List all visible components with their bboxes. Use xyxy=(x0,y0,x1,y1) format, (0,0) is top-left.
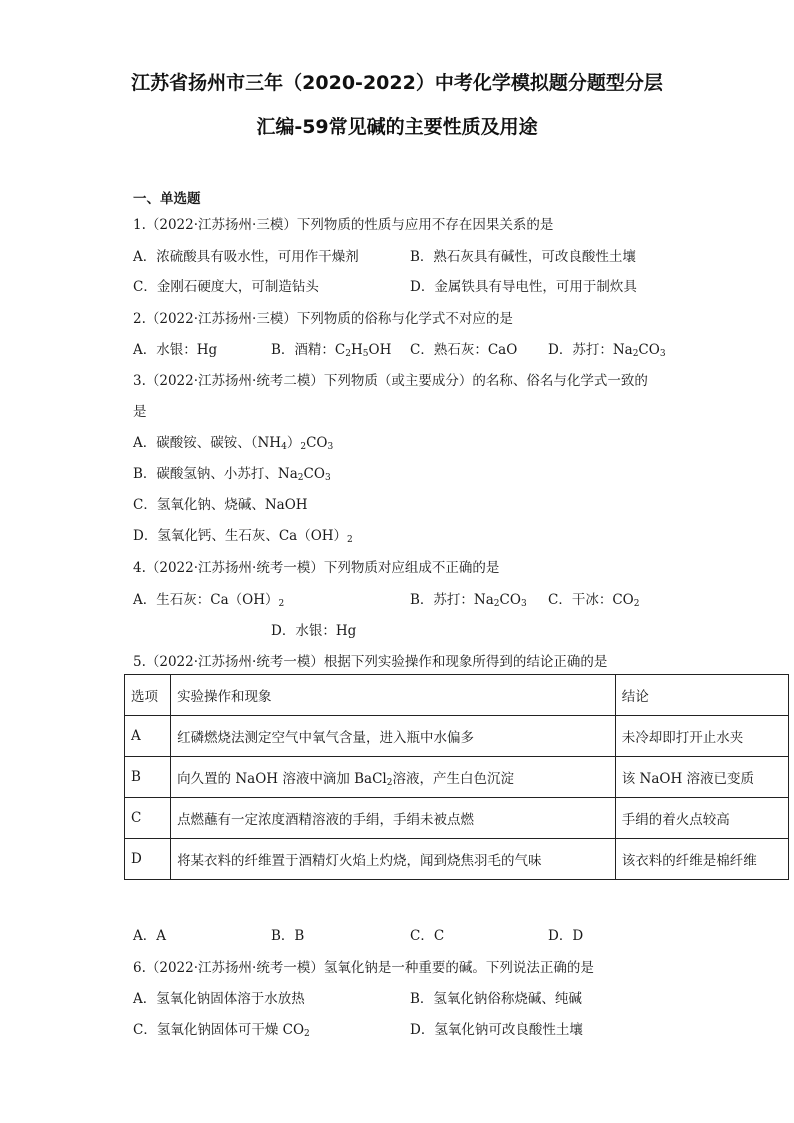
q1-option-b: B．熟石灰具有碱性，可改良酸性土壤 xyxy=(410,249,636,265)
q5-stem: 5.（2022·江苏扬州·统考一模）根据下列实验操作和现象所得到的结论正确的是 xyxy=(133,654,608,670)
q4-option-a: A．生石灰：$Ca(OH)_2$ xyxy=(133,592,285,609)
q4-option-c: C．干冰：$CO_2$ xyxy=(548,592,640,609)
table-cell-option: A xyxy=(125,716,171,757)
q6-option-c: C．氢氧化钠固体可干燥 $CO_2$ xyxy=(133,1022,310,1039)
q2-option-a: A．水银：Hg xyxy=(133,342,218,358)
table-row xyxy=(125,716,789,757)
table-row xyxy=(125,798,789,839)
q6-option-b: B．氢氧化钠俗称烧碱、纯碱 xyxy=(410,991,582,1007)
document-title-line-2: 汇编-59常见碱的主要性质及用途 xyxy=(256,116,538,138)
q5-option-d: D．D xyxy=(548,928,584,944)
table-cell-conclusion: 该 NaOH 溶液已变质 xyxy=(615,757,788,798)
q1-option-d: D．金属铁具有导电性，可用于制炊具 xyxy=(410,279,637,295)
q4-stem: 4.（2022·江苏扬州·统考一模）下列物质对应组成不正确的是 xyxy=(133,560,500,576)
table-header-cell: 实验操作和现象 xyxy=(171,675,616,716)
table-cell-conclusion: 该衣料的纤维是棉纤维 xyxy=(615,839,788,880)
q4-option-b: B．苏打：$Na_2CO_3$ xyxy=(410,592,527,609)
q1-option-c: C．金刚石硬度大，可制造钻头 xyxy=(133,279,319,295)
document-title-line-1: 江苏省扬州市三年（2020-2022）中考化学模拟题分题型分层 xyxy=(131,72,663,94)
q4-option-d: D．水银：Hg xyxy=(271,623,357,639)
table-row xyxy=(125,839,789,880)
table-cell-option: D xyxy=(125,839,171,880)
q3-option-c: C．氢氧化钠、烧碱、NaOH xyxy=(133,497,308,513)
q5-option-c: C．C xyxy=(410,928,445,944)
table-row xyxy=(125,757,789,798)
q2-option-d: D．苏打：$Na_2CO_3$ xyxy=(548,342,666,359)
table-cell-operation: 将某衣料的纤维置于酒精灯火焰上灼烧，闻到烧焦羽毛的气味 xyxy=(171,839,616,880)
q2-option-c: C．熟石灰：CaO xyxy=(410,342,518,358)
q5-option-b: B．B xyxy=(271,928,305,944)
q3-option-d: D．氢氧化钙、生石灰、$Ca(OH)_2$ xyxy=(133,528,353,545)
q2-option-b: B．酒精：$C_2H_5OH$ xyxy=(271,342,392,359)
q1-option-a: A．浓硫酸具有吸水性，可用作干燥剂 xyxy=(133,249,359,265)
q6-stem: 6.（2022·江苏扬州·统考一模）氢氧化钠是一种重要的碱。下列说法正确的是 xyxy=(133,960,594,976)
q2-stem: 2.（2022·江苏扬州·三模）下列物质的俗称与化学式不对应的是 xyxy=(133,311,513,327)
q3-option-a: A．碳酸铵、碳铵、$(NH_4)_2CO_3$ xyxy=(133,435,334,452)
table-cell-conclusion: 未冷却即打开止水夹 xyxy=(615,716,788,757)
q6-option-a: A．氢氧化钠固体溶于水放热 xyxy=(133,991,305,1007)
table-header-row xyxy=(125,675,789,716)
q5-table xyxy=(124,674,789,880)
table-cell-operation: 点燃蘸有一定浓度酒精溶液的手绢，手绢未被点燃 xyxy=(171,798,616,839)
section-heading: 一、单选题 xyxy=(133,191,201,207)
q3-stem: 3.（2022·江苏扬州·统考二模）下列物质（或主要成分）的名称、俗名与化学式一致的 xyxy=(133,373,648,389)
table-header-cell: 结论 xyxy=(615,675,788,716)
q5-option-a: A．A xyxy=(133,928,166,944)
table-cell-option: C xyxy=(125,798,171,839)
q1-stem: 1.（2022·江苏扬州·三模）下列物质的性质与应用不存在因果关系的是 xyxy=(133,217,554,233)
q3-stem-continued: 是 xyxy=(133,404,147,420)
q6-option-d: D．氢氧化钠可改良酸性土壤 xyxy=(410,1022,583,1038)
table-cell-conclusion: 手绢的着火点较高 xyxy=(615,798,788,839)
table-cell-operation: 向久置的 NaOH 溶液中滴加 BaCl$_2$溶液，产生白色沉淀 xyxy=(171,757,616,798)
table-cell-option: B xyxy=(125,757,171,798)
table-cell-operation: 红磷燃烧法测定空气中氧气含量，进入瓶中水偏多 xyxy=(171,716,616,757)
table-header-cell: 选项 xyxy=(125,675,171,716)
q3-option-b: B．碳酸氢钠、小苏打、$Na_2CO_3$ xyxy=(133,466,331,483)
